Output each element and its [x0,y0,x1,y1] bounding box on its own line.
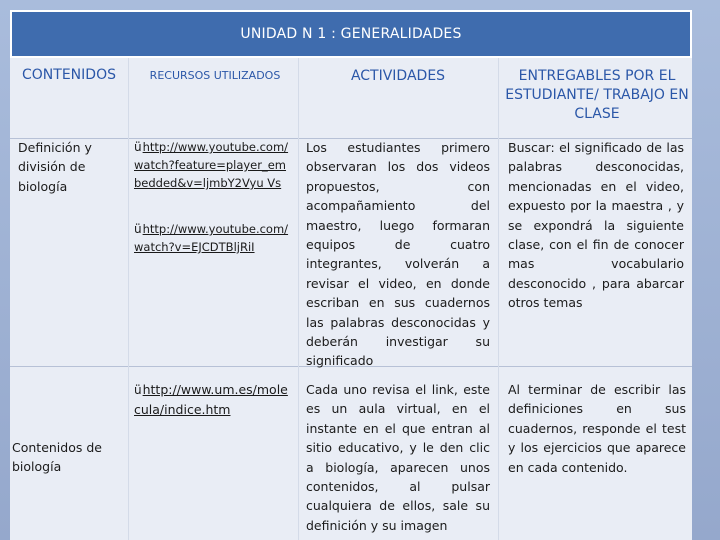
column-divider [298,58,299,540]
row1-actividades: Los estudiantes primero observaran los dos videos propuestos, con acompañamiento del maestro, luego formaran equipos de cuatro integrantes, volverán a revisar el video, en donde escriban en sus cuadernos las palabras desconocidas y deberán investigar su significado [306,140,490,369]
header-entregables: ENTREGABLES POR EL ESTUDIANTE/ TRABAJO EN CLASE [505,68,689,122]
row1-resource-link-2-text: http://www.youtube.com/watch?v=EJCDTBljRiI [134,222,289,254]
column-divider [498,58,499,540]
content-table [10,58,692,540]
header-actividades: ACTIVIDADES [350,68,446,84]
row2-entregables: Al terminar de escribir las definiciones en sus cuadernos, responde el test y los ejercicios que aparece en cada contenido. [508,382,686,475]
column-divider [128,58,129,540]
row1-contenido: Definición y división de biología [18,140,92,194]
row2-contenido: Contenidos de biología [12,440,102,475]
row1-resource-link-1[interactable] [134,138,290,192]
row2-actividades: Cada uno revisa el link, este es un aula virtual, en el instante en el que entran al sitio educativo, y le den clic a biología, aparecen unos contenidos, al pulsar cualquiera de ellos, sale su definición y su imagen [306,382,490,533]
row1-resource-link-1-text: http://www.youtube.com/watch?feature=player_embedded&v=ljmbY2Vyu Vs [134,140,289,190]
header-contenidos: CONTENIDOS [22,67,116,83]
row2-resource-link-1[interactable] [134,380,294,420]
row1-entregables: Buscar: el significado de las palabras desconocidas, mencionadas en el video, expuesto por la maestra , y se expondrá la siguiente clase, con el fin de conocer mas vocabulario desconocido , para abarcar otros temas [508,140,684,311]
row2-resource-link-1-text: http://www.um.es/molecula/indice.htm [134,382,288,418]
check-icon: ü [134,140,142,154]
header-recursos: RECURSOS UTILIZADOS [149,69,281,82]
check-icon: ü [134,383,142,397]
page-title: UNIDAD N 1 : GENERALIDADES [10,10,692,58]
check-icon: ü [134,222,142,236]
row1-resource-link-2[interactable] [134,220,290,256]
